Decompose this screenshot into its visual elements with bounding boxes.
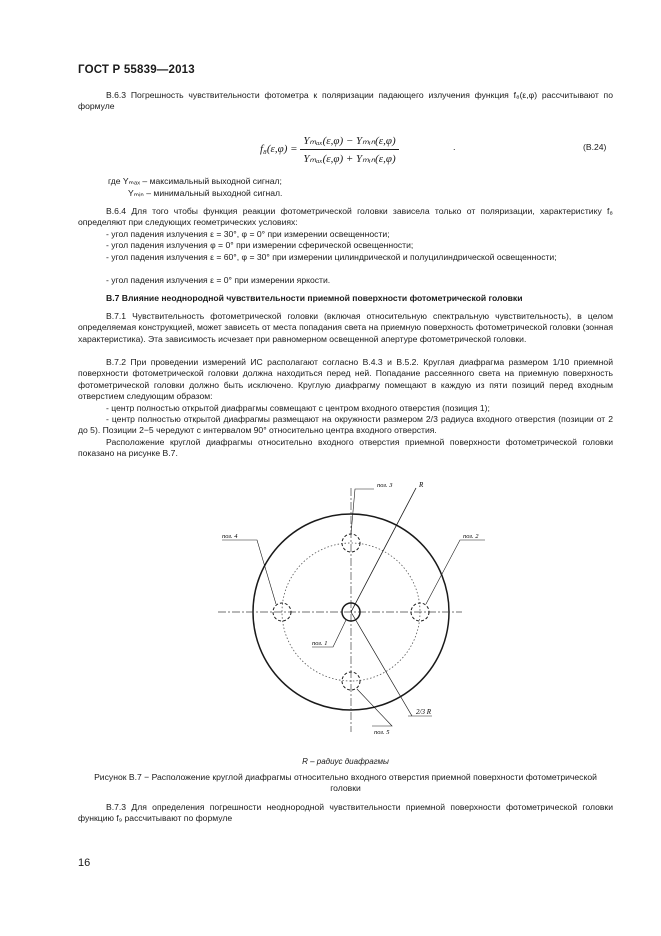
paragraph-b73: В.7.3 Для определения погрешности неоднородной чувствительности приемной поверхности фотометрической головки функцию f₉ рассчитывают по формуле (78, 802, 613, 824)
figure-b7-diagram (0, 470, 661, 760)
label-pos5: поз. 5 (374, 729, 390, 736)
two-thirds-radius-leader (351, 612, 412, 716)
b64-item-2: - угол падения излучения φ = 0° при измерении сферической освещенности; (106, 240, 414, 250)
label-two-thirds-R: 2/3 R (416, 708, 431, 716)
b64-item-4: - угол падения излучения ε = 0° при измерении яркости. (106, 275, 331, 285)
paragraph-b72: В.7.2 При проведении измерений ИС располагают согласно В.4.3 и В.5.2. Круглая диафрагма размером 1/10 приемной поверхности фотометрической головки должна находиться перед ней. Попадание рассеянного света на приемную поверхность фотометрической головки должно быть исключено. Круглую диафрагму помещают в каждую из пяти позиций перед входным отверстием следующим образом: (78, 357, 613, 402)
b72-item-2: - центр полностью открытой диафрагмы размещают на окружности размером 2/3 радиуса входного отверстия (позиции от 2 до 5). Позиции 2−5 чередуют с интервалом 90° относительно центра входного отверстия. (78, 414, 613, 436)
pos4-leader (222, 540, 276, 604)
formula-lhs: f₈(ε,φ) = (260, 143, 298, 156)
paragraph-b72-figure-ref: Расположение круглой диафрагмы относительно входного отверстия приемной поверхности фотометрической головки показано на рисунке В.7. (78, 437, 613, 459)
formula-fraction (300, 134, 398, 165)
formula-dot: . (453, 142, 456, 152)
radius-leader-line (351, 488, 416, 612)
pos5-leader (357, 689, 392, 726)
label-pos1: поз. 1 (312, 640, 328, 647)
label-pos2: поз. 2 (463, 533, 479, 540)
where-line-2: Yₘᵢₙ – минимальный выходной сигнал. (128, 188, 283, 198)
paragraph-b63: В.6.3 Погрешность чувствительности фотометра к поляризации падающего излучения функция f₈(ε,φ) рассчитывают по формуле (78, 90, 613, 112)
label-R: R (419, 481, 424, 489)
b72-item-1: - центр полностью открытой диафрагмы совмещают с центром входного отверстия (позиция 1); (106, 403, 490, 413)
formula-denominator: Yₘₐₓ(ε,φ) + Yₘᵢₙ(ε,φ) (303, 153, 396, 165)
where-line-1: где Yₘₐₓ – максимальный выходной сигнал; (108, 176, 282, 186)
label-pos3: поз. 3 (377, 482, 393, 489)
b64-item-3: - угол падения излучения ε = 60°, φ = 30° при измерении цилиндрической и полуцилиндрической освещенности; (106, 252, 557, 262)
figure-legend: R – радиус диафрагмы (302, 757, 389, 766)
formula-b24 (260, 134, 399, 165)
pos2-leader (426, 540, 485, 604)
document-header: ГОСТ Р 55839—2013 (78, 64, 195, 76)
paragraph-b71: В.7.1 Чувствительность фотометрической головки (включая относительную спектральную чувствительность), в целом определяемая конструкцией, может зависеть от места попадания света на приемную поверхность фотометрической головки (зонная характеристика). Эта зависимость исчезает при равномерном освещенной апертуре фотометрической головки. (78, 311, 613, 344)
paragraph-b64: В.6.4 Для того чтобы функция реакции фотометрической головки зависела только от поляризации, характеристику f₈ определяют при следующих геометрических условиях: (78, 206, 613, 228)
label-pos4: поз. 4 (222, 533, 238, 540)
formula-numerator: Yₘₐₓ(ε,φ) − Yₘᵢₙ(ε,φ) (300, 134, 398, 150)
page-number: 16 (78, 857, 91, 869)
formula-number: (В.24) (583, 142, 607, 152)
pos3-leader (351, 489, 374, 534)
b64-item-1: - угол падения излучения ε = 30°, φ = 0° при измерении освещенности; (106, 229, 390, 239)
figure-caption: Рисунок В.7 − Расположение круглой диафрагмы относительно входного отверстия приемной поверхности фотометрической головки (94, 772, 597, 794)
section-heading-b7: В.7 Влияние неоднородной чувствительности приемной поверхности фотометрической головки (106, 293, 523, 303)
